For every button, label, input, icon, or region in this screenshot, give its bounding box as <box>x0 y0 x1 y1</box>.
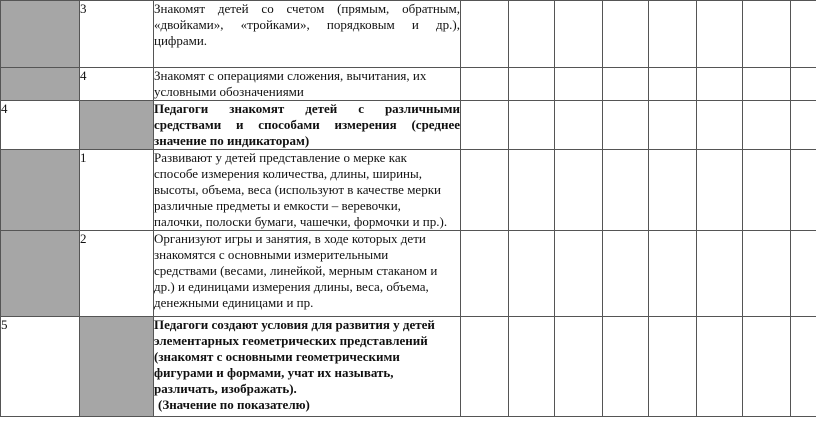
text-line: элементарных геометрических представлений <box>154 333 428 348</box>
score-cell[interactable] <box>649 1 697 68</box>
score-cell[interactable] <box>791 101 816 150</box>
text-line: денежными единицами и пр. <box>154 295 314 310</box>
section-row <box>1 101 816 150</box>
text-line: различные предметы и емкости – веревочки, <box>154 198 401 213</box>
item-text <box>154 68 461 101</box>
text-line: др.) и единицами измерения длины, веса, объема, <box>154 279 429 294</box>
text-line: способе измерения количества, длины, ширины, <box>154 166 422 181</box>
score-cell[interactable] <box>555 68 603 101</box>
score-cell[interactable] <box>743 68 791 101</box>
score-cell[interactable] <box>697 68 743 101</box>
text-line: «двойками», «тройками», порядковым и др.), <box>154 17 460 32</box>
shaded-cell <box>1 231 80 317</box>
score-cell[interactable] <box>603 101 649 150</box>
score-cell[interactable] <box>509 1 555 68</box>
shaded-cell <box>1 150 80 231</box>
text-line: (знакомят с основными геометрическими <box>154 349 400 364</box>
text-line: Организуют игры и занятия, в ходе которых дети <box>154 231 426 246</box>
text-line: высоты, объема, веса (используют в качестве мерки <box>154 182 441 197</box>
table-row <box>1 68 816 101</box>
score-cell[interactable] <box>509 150 555 231</box>
score-cell[interactable] <box>555 1 603 68</box>
score-cell[interactable] <box>555 231 603 317</box>
score-cell[interactable] <box>697 317 743 417</box>
score-cell[interactable] <box>697 231 743 317</box>
text-line: знакомятся с основными измерительными <box>154 247 389 262</box>
shaded-cell <box>80 317 154 417</box>
score-cell[interactable] <box>461 231 509 317</box>
score-cell[interactable] <box>743 150 791 231</box>
section-text <box>154 317 461 417</box>
score-cell[interactable] <box>743 101 791 150</box>
text-line: палочки, полоски бумаги, чашечки, формочки и пр.). <box>154 214 448 229</box>
score-cell[interactable] <box>649 150 697 231</box>
score-cell[interactable] <box>461 150 509 231</box>
score-cell[interactable] <box>697 101 743 150</box>
text-line: цифрами. <box>154 33 208 48</box>
section-row <box>1 317 816 417</box>
item-text <box>154 1 461 68</box>
score-cell[interactable] <box>555 101 603 150</box>
text-line: средствами и способами измерения (среднее <box>154 117 460 132</box>
score-cell[interactable] <box>697 1 743 68</box>
score-cell[interactable] <box>509 68 555 101</box>
item-number: 3 <box>80 1 154 68</box>
item-number: 1 <box>80 150 154 231</box>
text-line: Развивают у детей представление о мерке как <box>154 150 407 165</box>
table-row <box>1 150 816 231</box>
score-cell[interactable] <box>649 317 697 417</box>
text-line: различать, изображать). <box>154 381 297 396</box>
score-cell[interactable] <box>649 231 697 317</box>
text-line: Знакомят с операциями сложения, вычитания, их <box>154 68 427 83</box>
shaded-cell <box>80 101 154 150</box>
section-number: 5 <box>1 317 80 417</box>
section-text <box>154 101 461 150</box>
score-cell[interactable] <box>509 101 555 150</box>
item-text <box>154 231 461 317</box>
text-line: значение по индикаторам) <box>154 133 310 148</box>
score-cell[interactable] <box>461 317 509 417</box>
text-line: условными обозначениями <box>154 84 304 99</box>
score-cell[interactable] <box>461 101 509 150</box>
text-line: фигурами и формами, учат их называть, <box>154 365 394 380</box>
item-number: 4 <box>80 68 154 101</box>
text-line: Педагоги создают условия для развития у детей <box>154 317 435 332</box>
score-cell[interactable] <box>697 150 743 231</box>
score-cell[interactable] <box>603 150 649 231</box>
score-cell[interactable] <box>649 101 697 150</box>
shaded-cell <box>1 68 80 101</box>
text-line: Знакомят детей со счетом (прямым, обратным, <box>154 1 460 16</box>
score-cell[interactable] <box>791 68 816 101</box>
table-row <box>1 1 816 68</box>
score-cell[interactable] <box>791 1 816 68</box>
score-cell[interactable] <box>603 68 649 101</box>
text-line: средствами (весами, линейкой, мерным стаканом и <box>154 263 438 278</box>
score-cell[interactable] <box>509 231 555 317</box>
item-text <box>154 150 461 231</box>
score-cell[interactable] <box>649 68 697 101</box>
score-cell[interactable] <box>791 150 816 231</box>
score-cell[interactable] <box>603 231 649 317</box>
score-cell[interactable] <box>555 150 603 231</box>
score-cell[interactable] <box>603 1 649 68</box>
item-number: 2 <box>80 231 154 317</box>
score-cell[interactable] <box>791 231 816 317</box>
score-cell[interactable] <box>791 317 816 417</box>
score-cell[interactable] <box>603 317 649 417</box>
score-cell[interactable] <box>509 317 555 417</box>
score-cell[interactable] <box>555 317 603 417</box>
text-line: (Значение по показателю) <box>158 397 310 412</box>
score-cell[interactable] <box>461 68 509 101</box>
shaded-cell <box>1 1 80 68</box>
score-cell[interactable] <box>743 1 791 68</box>
score-cell[interactable] <box>743 231 791 317</box>
text-line: Педагоги знакомят детей с различными <box>154 101 460 116</box>
score-cell[interactable] <box>461 1 509 68</box>
score-cell[interactable] <box>743 317 791 417</box>
section-number: 4 <box>1 101 80 150</box>
table-row <box>1 231 816 317</box>
